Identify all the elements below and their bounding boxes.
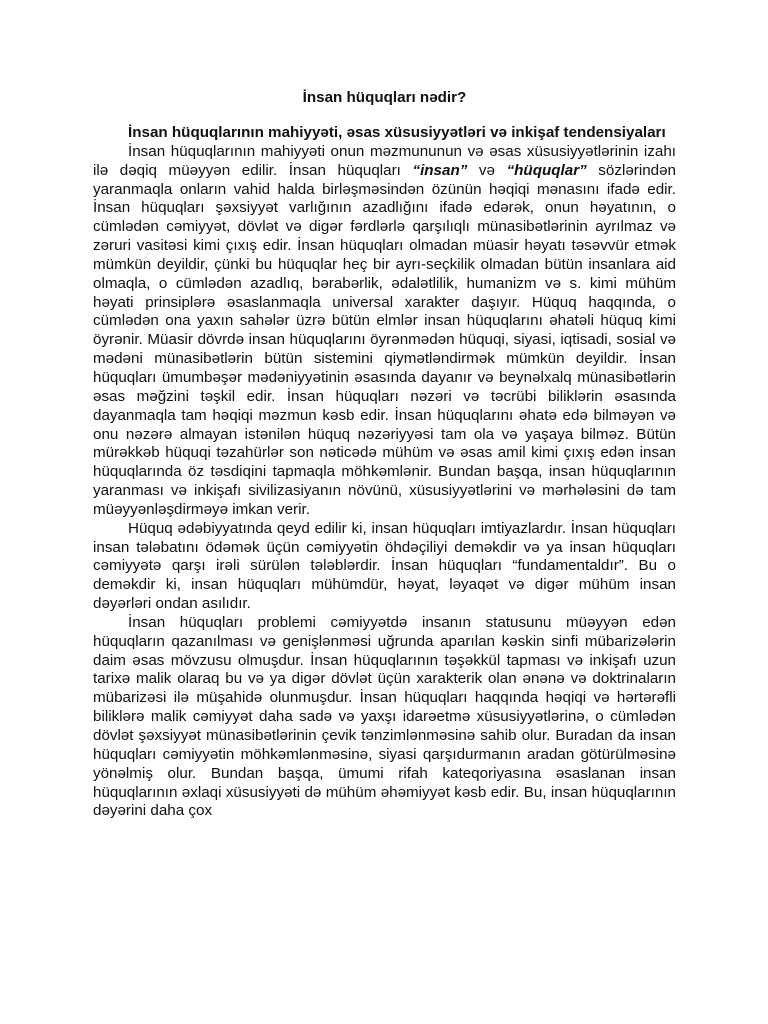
section-heading: İnsan hüquqlarının mahiyyəti, əsas xüsusiyyətləri və inkişaf tendensiyaları xyxy=(128,124,666,141)
document-title: İnsan hüquqları nədir? xyxy=(302,89,467,106)
paragraph-1-text-b: və xyxy=(467,161,507,179)
paragraph-1 xyxy=(93,143,676,520)
document-page xyxy=(93,88,676,821)
paragraph-1-text-a: İnsan hüquqlarının mahiyyəti onun məzmununun və əsas xüsusiyyətlərinin izahı ilə dəqiq müəyyən edilir. İnsan hüquqları xyxy=(93,142,676,179)
term-huquqlar: “hüquqlar” xyxy=(506,161,587,179)
paragraph-1-text-c: sözlərindən yaranmaqla onların vahid halda birləşməsindən özünün həqiqi mənasını ifadə edir. İnsan hüquqları şəxsiyyət varlığının azadlığını ifadə edərək, onun həyatının, o cümlədən cəmiyyət, dövlət və digər fərdlərlə qarşılıqlı münasibətlərinin ayrılmaz və zəruri vasitəsi kimi çıxış edir. İnsan hüquqları olmadan müasir həyatı təsəvvür etmək mümkün deyildir, çünki bu hüquqlar heç bir ayrı-seçkilik olmadan bütün insanlara aid olmaqla, o cümlədən azadlıq, bərabərlik, ədalətlilik, humanizm və s. kimi mühüm həyati prinsiplərə əsaslanmaqla universal xarakter daşıyır. Hüquq haqqında, o cümlədən ona yaxın sahələr üzrə bütün elmlər insan hüquqlarını əhatəli hüquq kimi öyrənir. Müasir dövrdə insan hüquqlarını öyrənmədən hüquqi, siyasi, iqtisadi, sosial və mədəni münasibətlərin bütün sistemini qiymətləndirmək mümkün deyildir. İnsan hüquqları ümumbəşər mədəniyyətinin əsasında dayanır və beynəlxalq münasibətlərin əsas məğzini təşkil edir. İnsan hüquqları nəzəri və təcrübi biliklərin əsasında dayanmaqla tam həqiqi məzmun kəsb edir. İnsan hüquqlarını əhatə edə bilməyən və onu nəzərə almayan istənilən hüquq nəzəriyyəsi tam ola və yaşaya bilməz. Bütün mürəkkəb hüquqi təzahürlər son nəticədə mühüm və əsas amil kimi çıxış edən insan hüquqlarında öz təsdiqini tapmaqla möhkəmlənir. Bundan başqa, insan hüquqlarının yaranması və inkişafı sivilizasiyanın növünü, xüsusiyyətlərini və mərhələsini də tam müəyyənləşdirməyə imkan verir. xyxy=(93,161,676,518)
term-insan: “insan” xyxy=(412,161,468,179)
paragraph-3: İnsan hüquqları problemi cəmiyyətdə insanın statusunu müəyyən edən hüquqların qazanılması və genişlənməsi uğrunda aparılan kəskin sinfi mübarizələrin daim əsas mövzusu olmuşdur. İnsan hüquqlarının təşəkkül tapması və inkişafı uzun tarixə malik olaraq bu və ya digər dövlət üçün xarakterik olan ənənə və doktrinaların mübarizəsi ilə müşahidə olunmuşdur. İnsan hüquqları haqqında həqiqi və hərtərəfli biliklərə malik cəmiyyət daha sadə və yaxşı idarəetmə xüsusiyyətlərinə, o cümlədən dövlət şəxsiyyət münasibətlərinin çevik tənzimlənməsinə sahib olur. Buradan da insan hüquqları cəmiyyətin möhkəmlənməsinə, siyasi qarşıdurmanın aradan götürülməsinə yönəlmiş olur. Bundan başqa, ümumi rifah kateqoriyasına əsaslanan insan hüquqlarının əxlaqi xüsusiyyəti də mühüm əhəmiyyət kəsb edir. Bu, insan hüquqlarının dəyərini daha çox xyxy=(93,613,676,820)
paragraph-2: Hüquq ədəbiyyatında qeyd edilir ki, insan hüquqları imtiyazlardır. İnsan hüquqları insan tələbatını ödəmək üçün cəmiyyətin öhdəçiliyi deməkdir və ya insan hüquqları cəmiyyətə qarşı irəli sürülən tələblərdir. İnsan hüquqları “fundamentaldır”. Bu o deməkdir ki, insan hüquqları mühümdür, həyat, ləyaqət və digər mühüm insan dəyərləri ondan asılıdır. xyxy=(93,519,676,613)
